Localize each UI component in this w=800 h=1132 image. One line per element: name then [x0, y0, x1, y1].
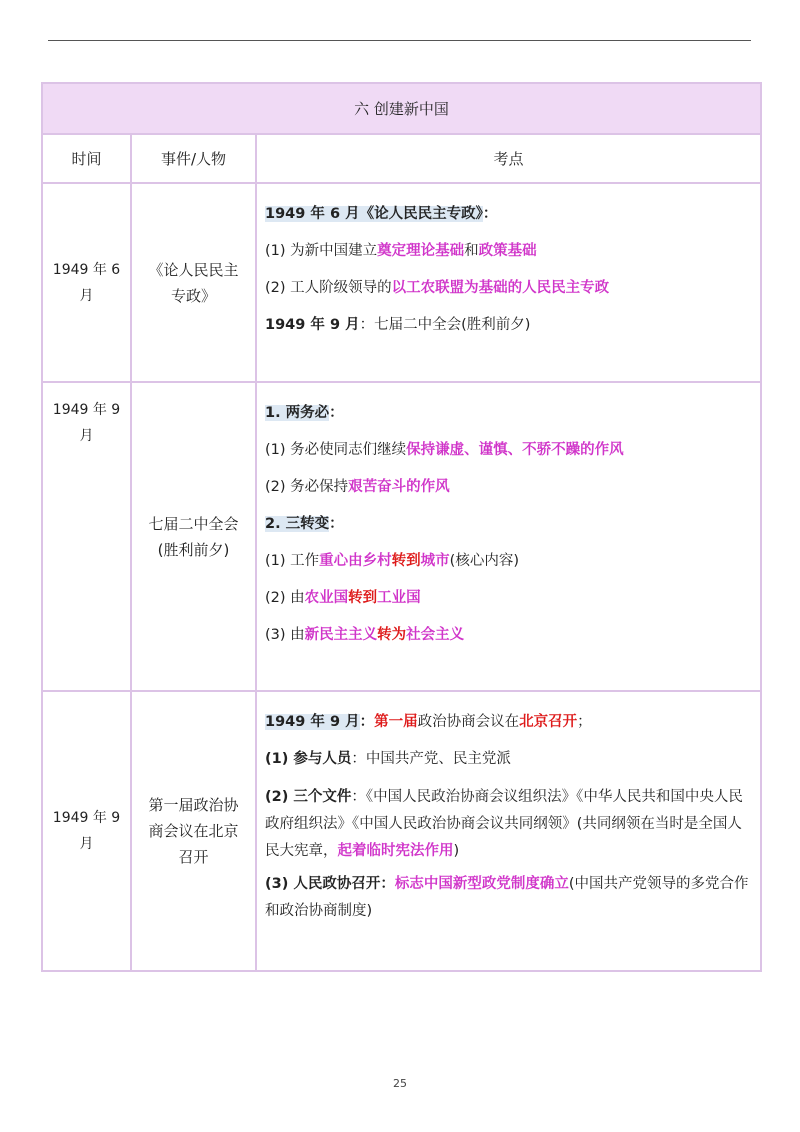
- point-line: 1949 年 9 月：第一届政治协商会议在北京召开；: [265, 714, 592, 730]
- time-cell: 1949 年 6 月: [42, 183, 131, 382]
- points-cell: [256, 691, 761, 971]
- event-cell: 七届二中全会(胜利前夕): [131, 382, 256, 691]
- key-phrase: 新民主主义: [304, 627, 378, 643]
- key-phrase: 重心由乡村: [319, 553, 392, 569]
- key-phrase: 转到: [348, 590, 378, 606]
- point-line: (2) 由农业国转到工业国: [265, 590, 421, 606]
- key-phrase: 转为: [377, 627, 407, 643]
- title-row: [42, 83, 761, 134]
- point-heading: 1949 年 9 月: [265, 714, 360, 730]
- point-heading: (1) 参与人员: [265, 751, 352, 767]
- point-line: (1) 工作重心由乡村转到城市(核心内容): [265, 553, 519, 569]
- point-line: (1) 参与人员：中国共产党、民主党派: [265, 751, 511, 767]
- key-phrase: 第一届: [374, 714, 418, 730]
- table-title: 六 创建新中国: [42, 83, 761, 134]
- point-line: (3) 人民政协召开：标志中国新型政党制度确立(中国共产党领导的多党合作和政治协商制度): [265, 876, 749, 919]
- point-heading: 1. 两务必: [265, 405, 330, 421]
- point-line: 1. 两务必：: [265, 405, 344, 421]
- point-heading: (2) 三个文件: [265, 789, 352, 805]
- key-phrase: 转到: [391, 553, 421, 569]
- point-heading: (3) 人民政协召开: [265, 876, 381, 892]
- point-line: (1) 务必使同志们继续保持谦虚、谨慎、不骄不躁的作风: [265, 442, 624, 458]
- key-phrase: 艰苦奋斗的作风: [348, 479, 450, 495]
- key-phrase: 起着临时宪法作用: [337, 843, 454, 859]
- time-cell: 1949 年 9 月: [42, 382, 131, 691]
- point-line: 1949 年 9 月：七届二中全会(胜利前夕): [265, 317, 531, 333]
- point-heading: 1949 年 6 月《论人民民主专政》: [265, 206, 483, 222]
- key-phrase: 政策基础: [478, 243, 537, 259]
- point-line: (3) 由新民主主义转为社会主义: [265, 627, 465, 643]
- time-cell: 1949 年 9 月: [42, 691, 131, 971]
- table-row: [42, 183, 761, 382]
- key-phrase: 社会主义: [406, 627, 465, 643]
- point-line: (2) 三个文件：《中国人民政治协商会议组织法》《中华人民共和国中央人民政府组织法》《中国人民政治协商会议共同纲领》(共同纲领在当时是全国人民大宪章，起着临时宪法作用): [265, 789, 743, 859]
- point-line: (1) 为新中国建立奠定理论基础和政策基础: [265, 243, 537, 259]
- table-row: [42, 691, 761, 971]
- point-line: (2) 工人阶级领导的以工农联盟为基础的人民民主专政: [265, 280, 610, 296]
- header-time: 时间: [42, 134, 131, 183]
- key-phrase: 城市: [420, 553, 450, 569]
- key-phrase: 奠定理论基础: [377, 243, 465, 259]
- point-line: (2) 务必保持艰苦奋斗的作风: [265, 479, 450, 495]
- key-phrase: 工业国: [377, 590, 421, 606]
- points-cell: [256, 382, 761, 691]
- point-line: 2. 三转变：: [265, 516, 344, 532]
- points-cell: [256, 183, 761, 382]
- header-event: 事件/人物: [131, 134, 256, 183]
- table-row: [42, 382, 761, 691]
- event-cell: 《论人民民主专政》: [131, 183, 256, 382]
- top-rule: [48, 40, 751, 41]
- history-table: [41, 82, 762, 972]
- key-phrase: 标志中国新型政党制度确立: [394, 876, 569, 892]
- event-cell: 第一届政治协商会议在北京召开: [131, 691, 256, 971]
- key-phrase: 北京召开: [519, 714, 578, 730]
- header-row: [42, 134, 761, 183]
- key-phrase: 农业国: [304, 590, 349, 606]
- key-phrase: 以工农联盟为基础的人民民主专政: [391, 280, 610, 296]
- point-line: 1949 年 6 月《论人民民主专政》：: [265, 206, 498, 222]
- key-phrase: 保持谦虚、谨慎、不骄不躁的作风: [406, 442, 624, 458]
- page-number: 25: [393, 1077, 407, 1090]
- point-heading: 1949 年 9 月: [265, 317, 360, 333]
- header-points: 考点: [256, 134, 761, 183]
- point-heading: 2. 三转变: [265, 516, 330, 532]
